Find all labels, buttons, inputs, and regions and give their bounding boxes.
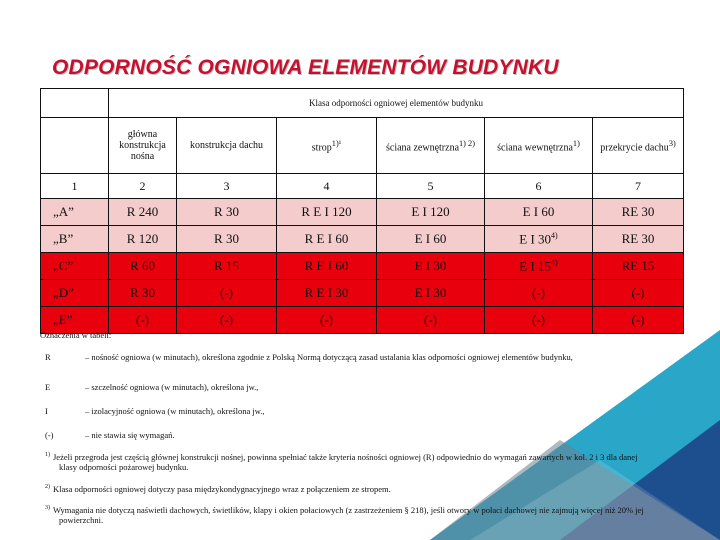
footnote: 1) Jeżeli przegroda jest częścią głównej konstrukcji nośnej, powinna spełniać także kryteria nośności ogniowej (R) odpowiednio do wymagań zawartych w kol. 2 i 3 dla danej klasy odporności pożarowej budynku. bbox=[45, 452, 638, 472]
table-cell: E I 15$^{4)}$ bbox=[485, 253, 593, 280]
column-number-row bbox=[41, 174, 684, 199]
col-header: przekrycie dachu$^{3)}$ bbox=[593, 118, 684, 174]
table-cell: (-) bbox=[485, 280, 593, 307]
group-header: Klasa odporności ogniowej elementów budynku bbox=[109, 89, 684, 118]
table-cell: (-) bbox=[485, 307, 593, 334]
table-cell: (-) bbox=[593, 307, 684, 334]
corner-cell bbox=[41, 89, 109, 118]
page-title: ODPORNOŚĆ OGNIOWA ELEMENTÓW BUDYNKU bbox=[52, 56, 559, 79]
table-cell: R 15 bbox=[177, 253, 277, 280]
table-cell: E I 30 bbox=[377, 280, 485, 307]
class-label: „E” bbox=[41, 307, 109, 334]
col-number: 2 bbox=[109, 174, 177, 199]
class-label: „D” bbox=[41, 280, 109, 307]
col-number: 6 bbox=[485, 174, 593, 199]
table-cell: R 30 bbox=[177, 199, 277, 226]
col-number: 7 bbox=[593, 174, 684, 199]
fire-resistance-table bbox=[40, 88, 684, 334]
col-number: 4 bbox=[277, 174, 377, 199]
legend-heading: Oznaczenia w tabeli: bbox=[40, 330, 112, 340]
table-cell: R 120 bbox=[109, 226, 177, 253]
table-row bbox=[41, 253, 684, 280]
table-cell: R E I 30 bbox=[277, 280, 377, 307]
col-header: ściana zewnętrzna$^{1) 2)}$ bbox=[377, 118, 485, 174]
table-cell: E I 120 bbox=[377, 199, 485, 226]
class-label: „C” bbox=[41, 253, 109, 280]
col-number: 5 bbox=[377, 174, 485, 199]
col-header: główna konstrukcja nośna bbox=[109, 118, 177, 174]
table-cell: E I 60 bbox=[485, 199, 593, 226]
class-label: „A” bbox=[41, 199, 109, 226]
table-cell: (-) bbox=[593, 280, 684, 307]
table-cell: R E I 120 bbox=[277, 199, 377, 226]
table-cell: R 240 bbox=[109, 199, 177, 226]
col-header: strop$^{1)^1}$ bbox=[277, 118, 377, 174]
table-cell: R 60 bbox=[109, 253, 177, 280]
table-cell: E I 60 bbox=[377, 226, 485, 253]
table-row bbox=[41, 280, 684, 307]
table-row bbox=[41, 199, 684, 226]
table-cell: R 30 bbox=[109, 280, 177, 307]
table-cell: R 30 bbox=[177, 226, 277, 253]
table-cell: RE 15 bbox=[593, 253, 684, 280]
table-row bbox=[41, 226, 684, 253]
table-cell: (-) bbox=[177, 280, 277, 307]
empty-header-cell bbox=[41, 118, 109, 174]
table-cell: R E I 60 bbox=[277, 226, 377, 253]
table-cell: (-) bbox=[277, 307, 377, 334]
table-cell: (-) bbox=[177, 307, 277, 334]
class-label: „B” bbox=[41, 226, 109, 253]
table-cell: R E I 60 bbox=[277, 253, 377, 280]
table-cell: (-) bbox=[109, 307, 177, 334]
col-header: ściana wewnętrzna$^{1)}$ bbox=[485, 118, 593, 174]
footnote: 3) Wymagania nie dotyczą naświetli dachowych, świetlików, klapy i okien połaciowych (z zastrzeżeniem § 218), jeśli otwory w połaci dachowej nie zajmują więcej niż 20% jej powierzchni. bbox=[45, 505, 644, 525]
table-cell: RE 30 bbox=[593, 226, 684, 253]
column-header-row bbox=[41, 118, 684, 174]
table-cell: RE 30 bbox=[593, 199, 684, 226]
col-header: konstrukcja dachu bbox=[177, 118, 277, 174]
col-number: 3 bbox=[177, 174, 277, 199]
table-cell: E I 30$^{4)}$ bbox=[485, 226, 593, 253]
footnote: 2) Klasa odporności ogniowej dotyczy pasa międzykondygnacyjnego wraz z połączeniem ze stropem. bbox=[45, 484, 391, 494]
col-number: 1 bbox=[41, 174, 109, 199]
table-cell: E I 30 bbox=[377, 253, 485, 280]
table-cell: (-) bbox=[377, 307, 485, 334]
